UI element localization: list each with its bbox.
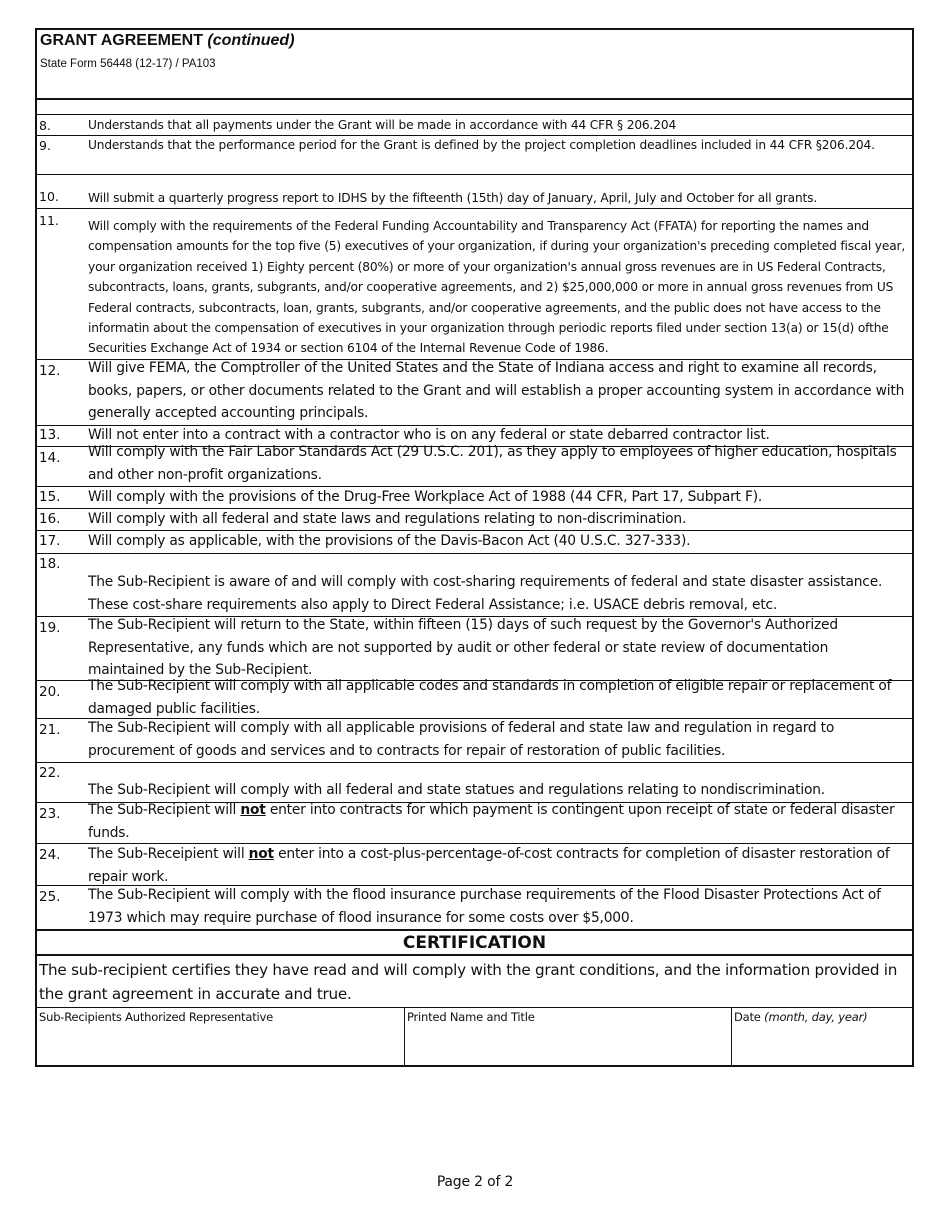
page-title [40,32,295,50]
item-23 [37,802,912,843]
printed-name-label: Printed Name and Title [407,1010,535,1024]
emphasis: not [248,846,274,862]
item-20 [37,680,912,718]
item-10 [37,174,912,208]
text-part: enter into contracts for which payment is contingent upon receipt of state or federal disaster funds. [88,802,895,841]
item-number: 10. [39,189,59,204]
item-text: The Sub-Recipient will return to the State, within fifteen (15) days of such request by the Governor's Authorized Representative, any funds which are not supported by audit or other federal or state review of documentation maintained by the Sub-Recipient. [88,617,838,678]
item-number: 12. [39,363,61,379]
item-number: 20. [39,684,61,700]
item-17 [37,530,912,553]
item-number: 18. [39,556,61,572]
item-number: 19. [39,620,61,636]
item-number: 22. [39,765,61,781]
item-number: 21. [39,722,61,738]
text-part: The Sub-Recipient will [88,802,241,818]
date-hint: (month, day, year) [764,1010,868,1024]
item-number: 17. [39,533,61,549]
item-text: Understands that the performance period for the Grant is defined by the project completion deadlines included in 44 CFR §206.204. [88,138,875,152]
item-number: 8. [39,118,51,133]
signature-field[interactable] [37,1008,405,1065]
item-number: 24. [39,847,61,863]
item-18 [37,553,912,616]
title-text: GRANT AGREEMENT [40,32,203,49]
item-text: Will not enter into a contract with a contractor who is on any federal or state debarred contractor list. [88,427,770,443]
item-text: The Sub-Recipient will comply with all applicable provisions of federal and state law and regulation in regard to procurement of goods and services and to contracts for repair of restoration of public facilities. [88,720,835,759]
item-12 [37,359,912,425]
signature-label: Sub-Recipients Authorized Representative [39,1010,273,1024]
item-text [88,799,908,844]
item-text [88,843,908,888]
item-text: Will comply with the provisions of the Drug-Free Workplace Act of 1988 (44 CFR, Part 17, Subpart F). [88,489,763,505]
item-number: 9. [39,138,51,153]
item-19 [37,616,912,680]
text-part: The Sub-Receipient will [88,846,249,862]
item-number: 15. [39,489,61,505]
item-text: The Sub-Recipient will comply with all federal and state statues and regulations relating to nondiscrimination. [88,782,825,798]
form-header [37,30,912,100]
item-number: 23. [39,806,61,822]
item-number: 25. [39,889,61,905]
item-text: The Sub-Recipient will comply with the flood insurance purchase requirements of the Flood Disaster Protections Act of 1973 which may require purchase of flood insurance for some costs over $5,000. [88,887,881,926]
item-text: Will comply with the requirements of the Federal Funding Accountability and Transparency Act (FFATA) for reporting the names and compensation amounts for the top five (5) executives of your organization, if during your organization's preceding completed fiscal year, your organization received 1) Eighty percent (80%) or more of your organization's annual gross revenues are in US Federal Contracts, subcontracts, loans, grants, subgrants, and/or cooperative agreements, and 2) $25,000,000 or more in annual gross revenues from US Federal contracts, subcontracts, loan, grants, subgrants, and/or cooperative agreements, and the public does not have access to the informatin about the compensation of executives in your organization through periodic reports filed under section 13(a) or 15(d) ofthe Securities Exchange Act of 1934 or section 6104 of the Internal Revenue Code of 1986. [88,219,906,356]
date-field[interactable] [732,1008,912,1065]
text-part: enter into a cost-plus-percentage-of-cost contracts for completion of disaster restoration of repair work. [88,846,890,885]
printed-name-field[interactable] [405,1008,732,1065]
certification-statement: The sub-recipient certifies they have read and will comply with the grant conditions, and the information provided in the grant agreement in accurate and true. [39,961,898,1003]
signature-row [37,1007,912,1065]
item-text: Will submit a quarterly progress report to IDHS by the fifteenth (15th) day of January, April, July and October for all grants. [88,191,818,205]
item-number: 13. [39,427,61,443]
item-number: 14. [39,450,61,466]
emphasis: not [240,802,266,818]
item-16 [37,508,912,530]
page-number: Page 2 of 2 [436,1174,514,1190]
item-25 [37,885,912,929]
item-15 [37,486,912,508]
item-9 [37,135,912,174]
title-continued: (continued) [207,32,295,49]
item-8 [37,114,912,135]
item-text: The Sub-Recipient is aware of and will comply with cost-sharing requirements of federal and state disaster assistance. These cost-share requirements also apply to Direct Federal Assistance; i.e. USACE debris removal, etc. [88,574,883,613]
item-text: Will comply with the Fair Labor Standards Act (29 U.S.C. 201), as they apply to employees of higher education, hospitals and other non-profit organizations. [88,444,897,483]
item-text: Will give FEMA, the Comptroller of the United States and the State of Indiana access and right to examine all records, books, papers, or other documents related to the Grant and will establish a proper accounting system in accordance with generally accepted accounting principals. [88,360,905,421]
item-21 [37,718,912,762]
item-text: Will comply as applicable, with the provisions of the Davis-Bacon Act (40 U.S.C. 327-333). [88,533,691,549]
item-22 [37,762,912,802]
item-number: 11. [39,213,59,228]
date-label: Date [734,1010,761,1024]
item-14 [37,446,912,486]
item-text: Will comply with all federal and state laws and regulations relating to non-discrimination. [88,511,687,527]
item-text: The Sub-Recipient will comply with all applicable codes and standards in completion of eligible repair or replacement of damaged public facilities. [88,678,892,717]
item-11 [37,208,912,359]
item-number: 16. [39,511,61,527]
item-24 [37,843,912,885]
form-id: State Form 56448 (12-17) / PA103 [40,58,216,70]
item-text: Understands that all payments under the Grant will be made in accordance with 44 CFR § 206.204 [88,118,677,132]
certification-heading: CERTIFICATION [37,929,912,956]
